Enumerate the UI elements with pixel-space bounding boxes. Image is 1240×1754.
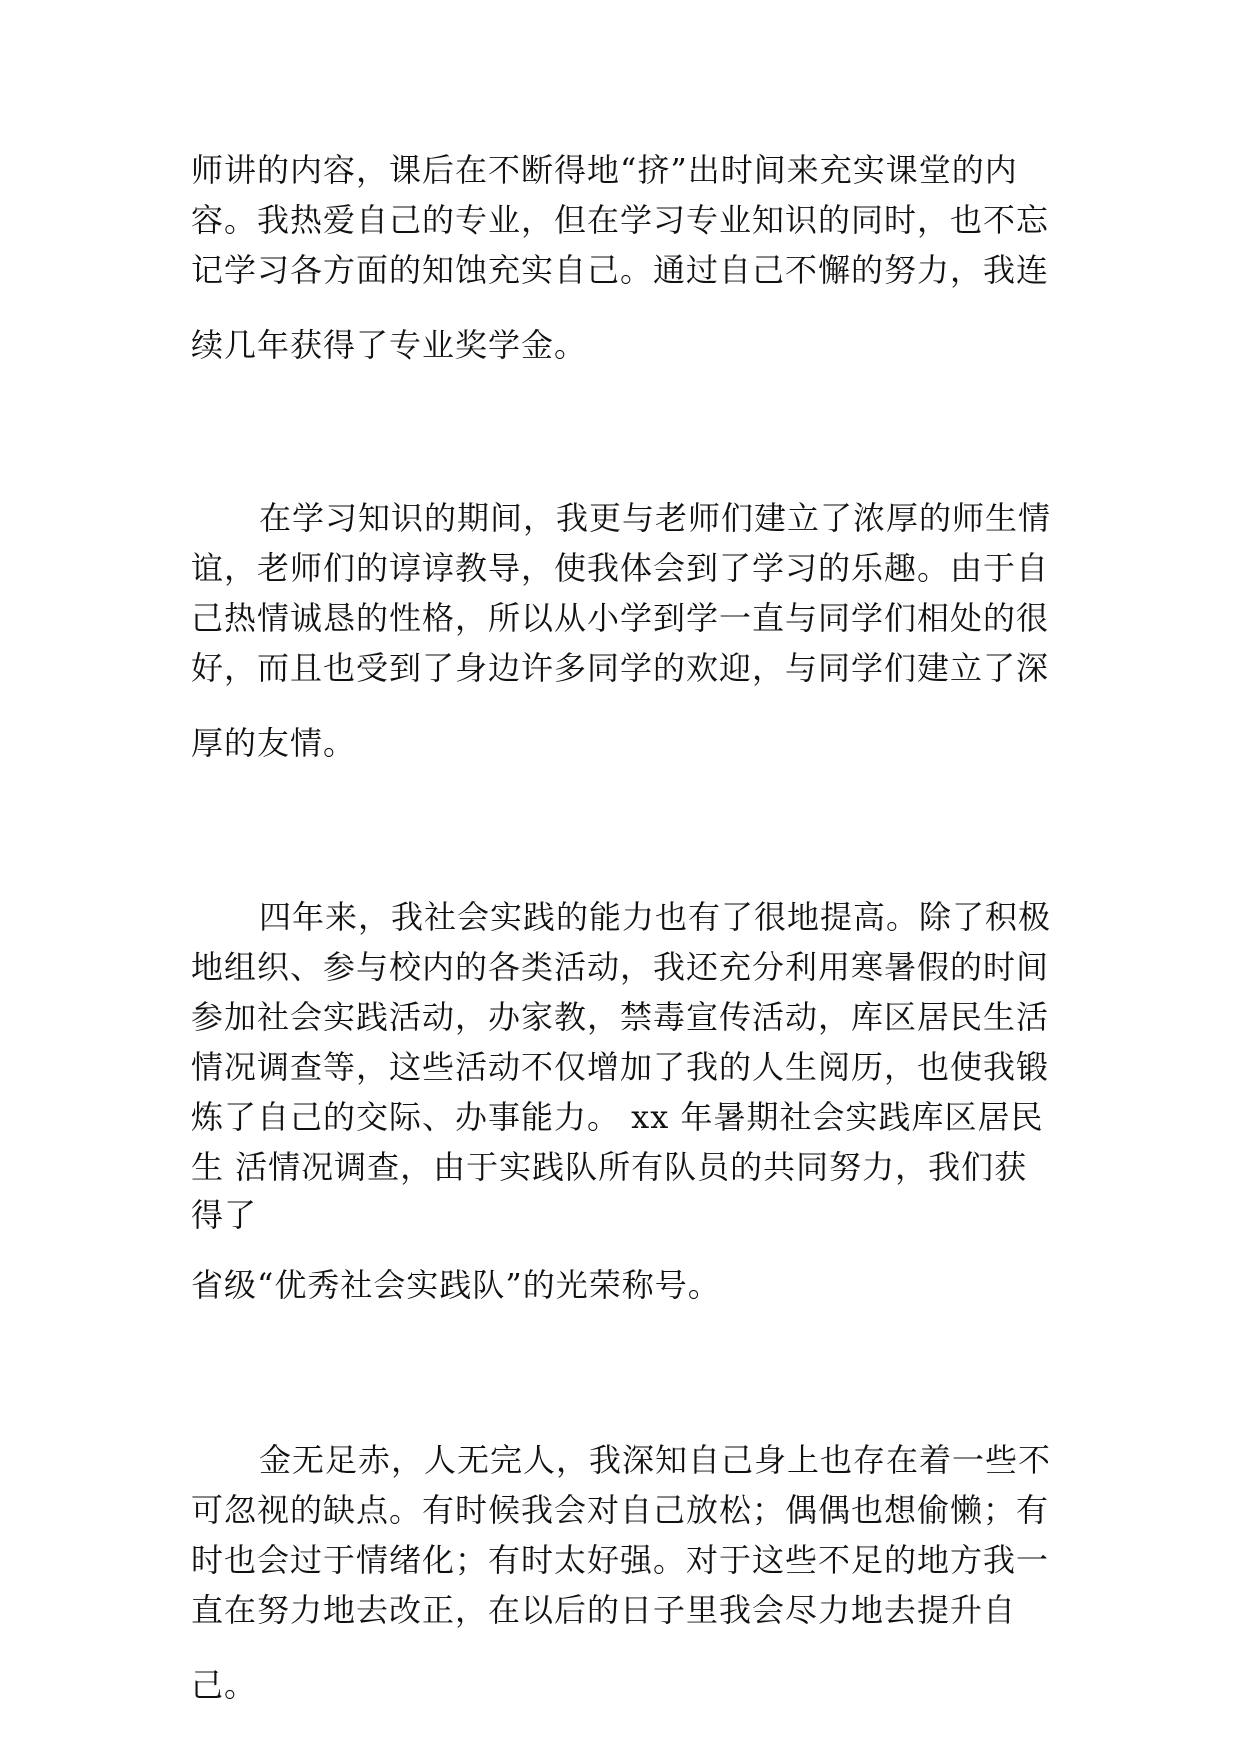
paragraph-2-line-1: 在学习知识的期间，我更与老师们建立了浓厚的师生情 [259,499,1052,537]
paragraph-3-line-2: 地组织、参与校内的各类活动，我还充分利用寒暑假的时间 [191,948,1050,986]
paragraph-2-line-4: 好，而且也受到了身边许多同学的欢迎，与同学们建立了深 [191,649,1050,687]
paragraph-1-line-4: 续几年获得了专业奖学金。 [191,326,588,364]
paragraph-4-line-2: 可忽视的缺点。有时候我会对自己放松；偶偶也想偷懒；有 [191,1491,1050,1529]
paragraph-2-line-2: 谊，老师们的谆谆教导，使我体会到了学习的乐趣。由于自 [191,549,1050,587]
paragraph-1-line-2: 容。我热爱自己的专业，但在学习专业知识的同时，也不忘 [191,201,1050,239]
paragraph-3-line-3: 参加社会实践活动，办家教，禁毒宣传活动，库区居民生活 [191,998,1050,1036]
paragraph-1-line-1: 师讲的内容，课后在不断得地“挤”出时间来充实课堂的内 [191,151,1018,189]
paragraph-4-line-3: 时也会过于情绪化；有时太好强。对于这些不足的地方我一 [191,1541,1050,1579]
paragraph-2-line-5: 厚的友情。 [191,724,357,762]
paragraph-1-line-3: 记学习各方面的知蚀充实自己。通过自己不懈的努力，我连 [191,251,1050,289]
paragraph-4-line-4: 直在努力地去改正，在以后的日子里我会尽力地去提升自 [191,1591,1017,1629]
paragraph-3-line-5: 炼了自己的交际、办事能力。 xx 年暑期社会实践库区居民 [191,1098,1044,1136]
paragraph-4-line-1: 金无足赤，人无完人，我深知自己身上也存在着一些不 [259,1441,1052,1479]
paragraph-2-line-3: 己热情诚恳的性格，所以从小学到学一直与同学们相处的很 [191,599,1050,637]
paragraph-3-line-6: 生 活情况调查，由于实践队所有队员的共同努力，我们获 [191,1148,1028,1186]
paragraph-3-line-1: 四年来，我社会实践的能力也有了很地提高。除了积极 [259,898,1052,936]
paragraph-3-line-4: 情况调查等，这些活动不仅增加了我的人生阅历，也使我锻 [191,1048,1050,1086]
paragraph-4-line-5: 己。 [191,1666,258,1704]
paragraph-3-line-7: 得了 [191,1196,258,1234]
paragraph-3-line-8: 省级“优秀社会实践队”的光荣称号。 [191,1266,721,1304]
